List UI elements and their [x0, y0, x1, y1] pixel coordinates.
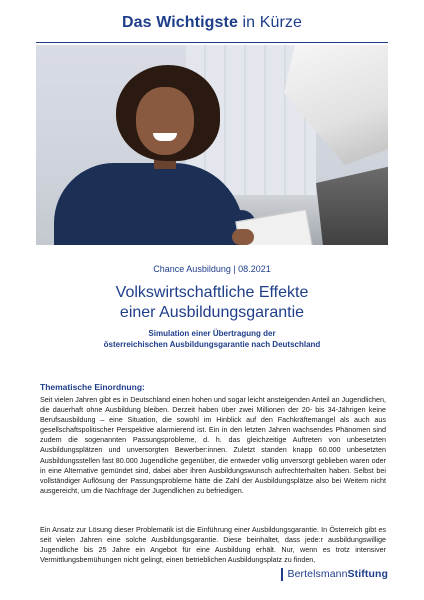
photo-person-hand — [232, 229, 254, 245]
photo-engine — [316, 165, 388, 245]
body-paragraph-2: Ein Ansatz zur Lösung dieser Problematik ist die Einführung einer Ausbildungsgarantie. In Österreich gibt es seit vielen Jahren eine solche Ausbildungsgarantie. Diese beinhaltet, dass jede:r ausbildungswillige Jugendliche bis 25 Jahre ein Angebot für eine Ausbildung erhält. Nur, wenn es trotz intensiver Vermittlungsbemühungen nicht gelingt, einen betrieblichen Ausbildungsplatz zu finden, — [40, 525, 386, 565]
page-header — [0, 0, 424, 42]
logo-text-regular: Bertelsmann — [287, 568, 348, 580]
logo-text — [288, 568, 389, 580]
body-paragraph-1: Seit vielen Jahren gibt es in Deutschland einen hohen und sogar leicht ansteigenden Anteil an Jugendlichen, die dauerhaft ohne Ausbildung bleiben. Derzeit haben über zwei Millionen der 20- bis 34-Jährigen keine Berufsausbildung – eine Situation, die sowohl im Hinblick auf den Fachkräftemangel als auch aus gesellschaftspolitischer Perspektive alarmierend ist. Ein in den letzten Jahren wachsendes Phänomen sind zudem die sogenannten Passungsprobleme, d. h. das gleichzeitige Auftreten von unbesetzten Ausbildungsplätzen und unversorgten Bewerber:innen. Zuletzt standen knapp 60.000 unbesetzten Ausbildungsstellen fast 80.000 Jugendliche gegenüber, die entweder völlig unversorgt geblieben waren oder in eine Alternative gemündet sind, dabei aber ihren Ausbildungswunsch aufrechterhalten haben. Selbst bei vollständiger Auflösung der Passungsprobleme hätte die Zahl der Ausbildungsplätze also bei Weitem nicht ausgereicht, um die Nachfrage der Jugendlichen zu befriedigen. — [40, 395, 386, 495]
logo-bar — [281, 568, 283, 581]
document-subtitle-line2: österreichischen Ausbildungsgarantie nach Deutschland — [103, 340, 321, 349]
document-meta: Chance Ausbildung | 08.2021 — [153, 264, 271, 274]
header-title — [0, 14, 424, 32]
cover-photo — [36, 45, 388, 245]
document-title-line1: Volkswirtschaftliche Effekte — [115, 284, 309, 301]
header-divider — [36, 42, 388, 43]
section-heading: Thematische Einordnung: — [40, 382, 145, 392]
header-title-bold: Das Wichtigste — [122, 14, 238, 31]
document-subtitle — [0, 328, 424, 350]
document-subtitle-line1: Simulation einer Übertragung der — [148, 329, 276, 338]
header-title-rest: in Kürze — [237, 14, 302, 31]
bertelsmann-stiftung-logo — [281, 567, 388, 581]
document-title — [0, 283, 424, 323]
document-title-line2: einer Ausbildungsgarantie — [119, 304, 305, 321]
photo-person-face — [136, 87, 194, 155]
logo-text-bold: Stiftung — [347, 568, 388, 580]
